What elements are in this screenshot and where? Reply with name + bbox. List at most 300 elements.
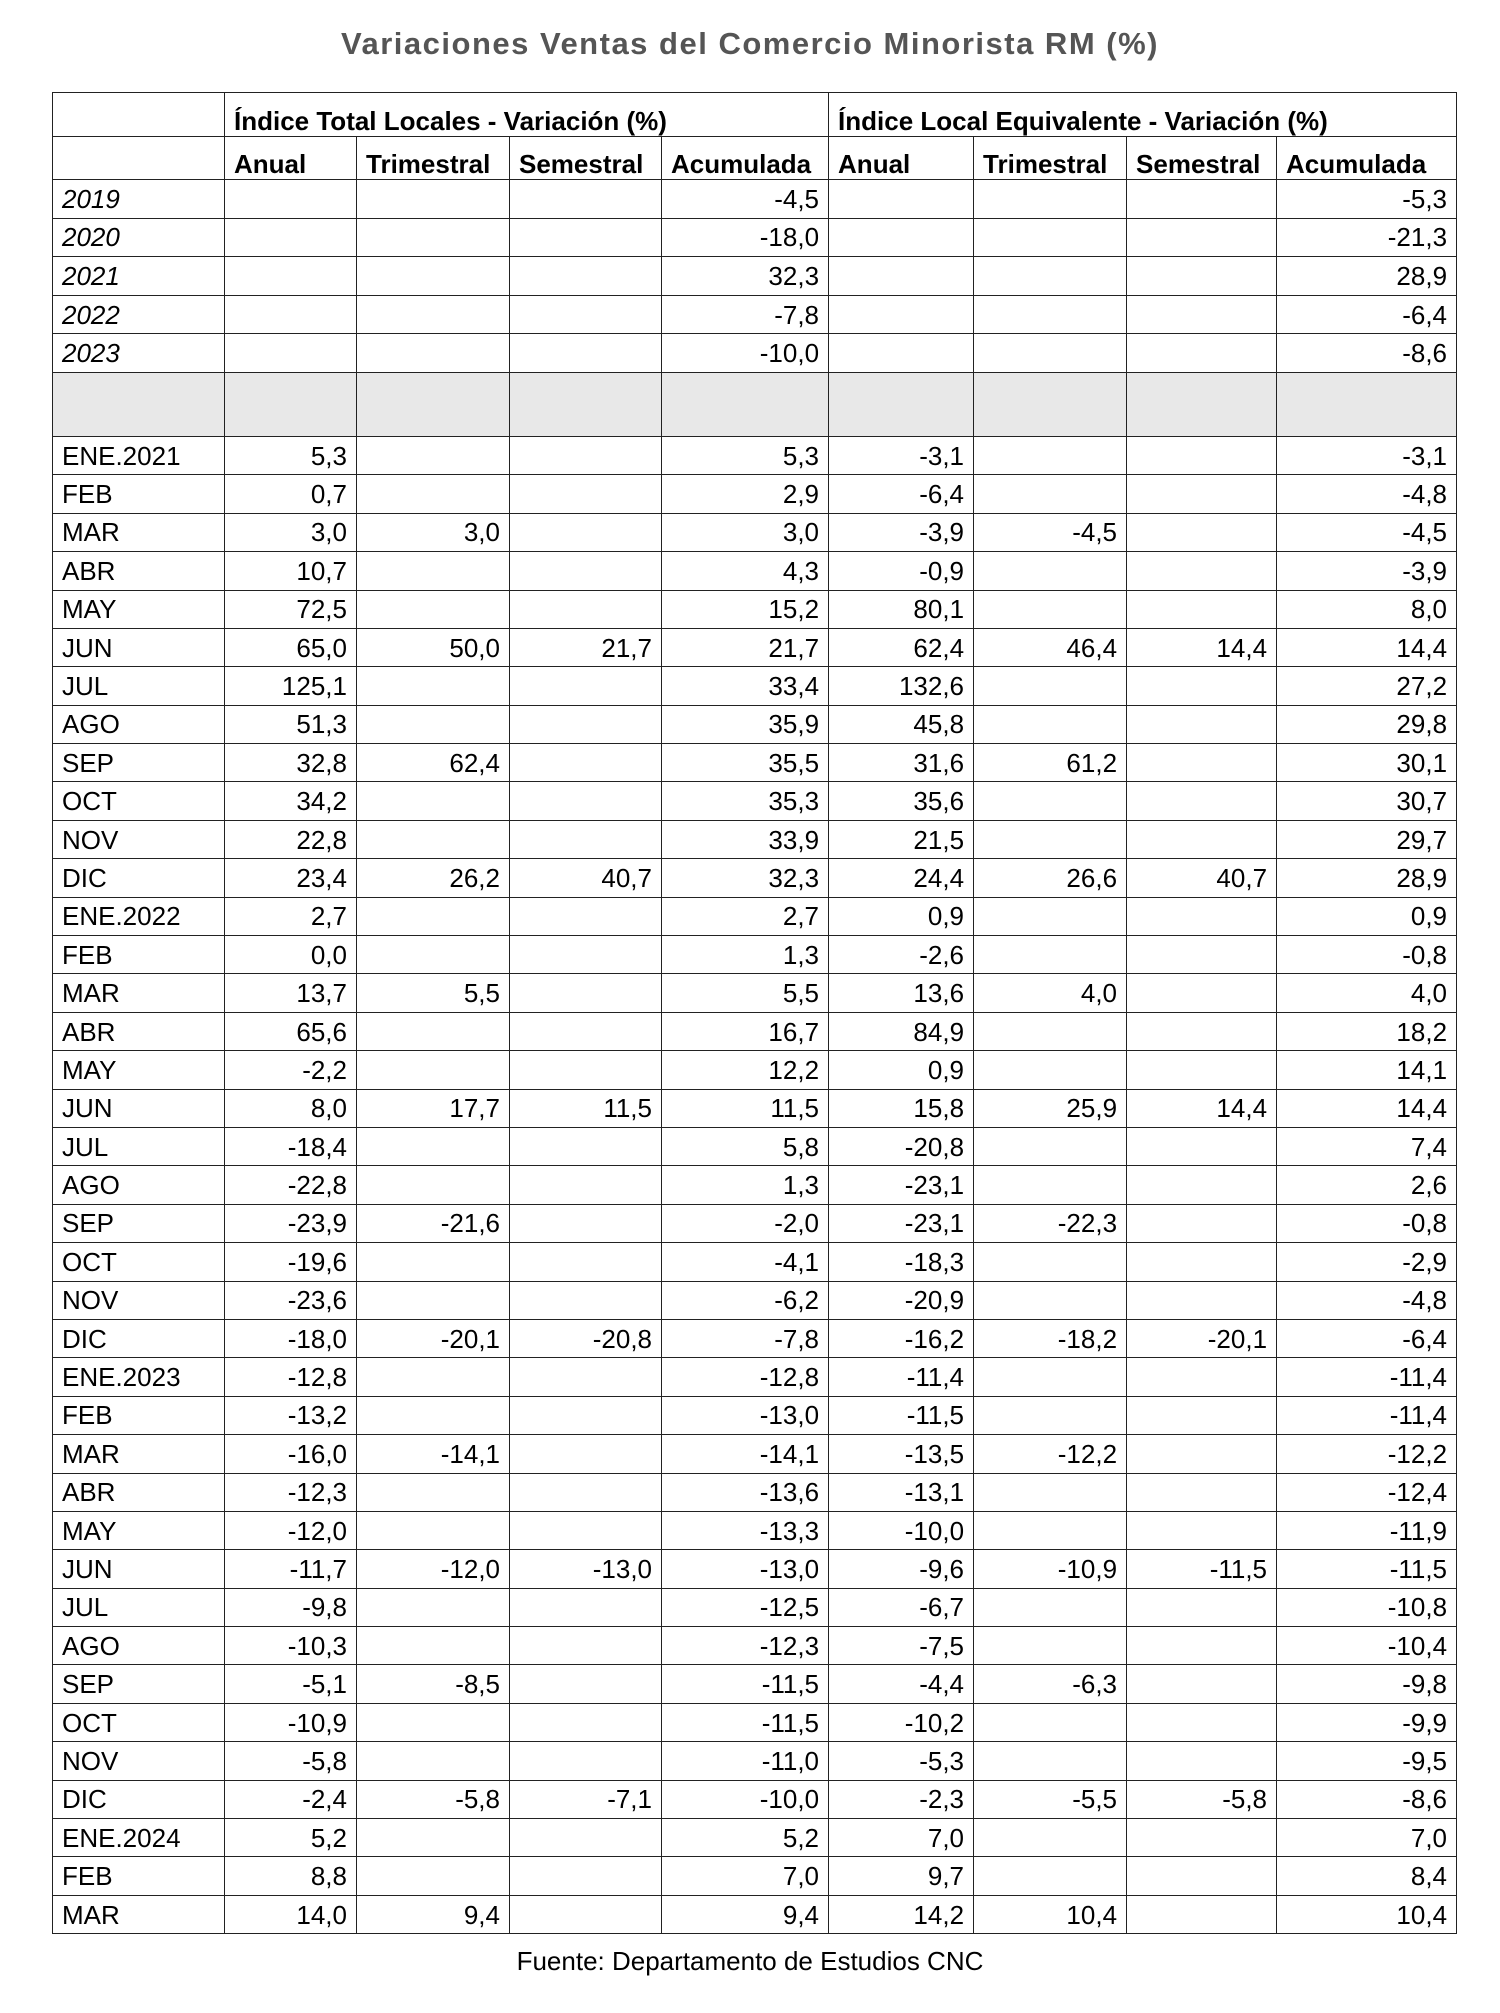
table-row [53,628,1457,666]
value-cell [1127,436,1277,474]
value-cell: 15,2 [662,590,829,628]
value-cell: -18,3 [829,1243,974,1281]
value-cell [510,1703,662,1741]
value-cell [510,334,662,373]
value-cell: 7,0 [662,1857,829,1895]
value-cell: -23,9 [225,1204,357,1242]
value-cell: 4,0 [1277,974,1457,1012]
value-cell [357,1281,510,1319]
value-cell [225,218,357,257]
value-cell [357,936,510,974]
value-cell [510,1243,662,1281]
value-cell: 0,9 [829,897,974,935]
group-header-row [53,93,1457,137]
value-cell: -14,1 [662,1435,829,1473]
value-cell [357,1703,510,1741]
row-label: ENE.2023 [53,1358,225,1396]
row-label: JUN [53,1089,225,1127]
value-cell: -8,5 [357,1665,510,1703]
value-cell: -4,1 [662,1243,829,1281]
value-cell: 14,1 [1277,1051,1457,1089]
value-cell [1127,936,1277,974]
value-cell: 5,8 [662,1128,829,1166]
value-cell [1127,1895,1277,1933]
value-cell: 2,6 [1277,1166,1457,1204]
value-cell [510,218,662,257]
value-cell [357,1396,510,1434]
value-cell: 7,0 [829,1819,974,1857]
value-cell: 3,0 [662,513,829,551]
table-row [53,1166,1457,1204]
value-cell: -6,7 [829,1588,974,1626]
row-label: JUN [53,1550,225,1588]
value-cell: 31,6 [829,744,974,782]
value-cell [974,705,1127,743]
value-cell [510,897,662,935]
table-row [53,744,1457,782]
value-cell: 35,5 [662,744,829,782]
corner-cell [53,136,225,180]
value-cell [974,295,1127,334]
table-row [53,897,1457,935]
row-label: OCT [53,1703,225,1741]
value-cell: -13,0 [662,1550,829,1588]
value-cell [974,897,1127,935]
row-label: AGO [53,1166,225,1204]
row-label: ENE.2024 [53,1819,225,1857]
row-label: MAR [53,974,225,1012]
table-row [53,1243,1457,1281]
value-cell: 12,2 [662,1051,829,1089]
value-cell: -9,8 [225,1588,357,1626]
value-cell: 4,3 [662,552,829,590]
table-row [53,1665,1457,1703]
value-cell: 21,5 [829,820,974,858]
table-row [53,1703,1457,1741]
table-row [53,295,1457,334]
group-header-total-locales: Índice Total Locales - Variación (%) [225,93,829,137]
value-cell [357,257,510,296]
value-cell [1127,1012,1277,1050]
value-cell: -3,1 [1277,436,1457,474]
table-row [53,974,1457,1012]
subheader-anual: Anual [225,136,357,180]
value-cell [510,257,662,296]
value-cell [510,552,662,590]
value-cell [510,782,662,820]
value-cell: 46,4 [974,628,1127,666]
value-cell: -16,2 [829,1319,974,1357]
separator-row [53,372,1457,436]
row-label: FEB [53,936,225,974]
value-cell: -5,5 [974,1780,1127,1818]
value-cell [1127,1243,1277,1281]
value-cell [974,820,1127,858]
value-cell [974,667,1127,705]
value-cell [1127,1511,1277,1549]
row-label: MAY [53,1051,225,1089]
value-cell [1127,334,1277,373]
value-cell: 14,4 [1277,628,1457,666]
value-cell [357,1742,510,1780]
value-cell: 2,7 [662,897,829,935]
value-cell [974,590,1127,628]
row-label: FEB [53,1857,225,1895]
value-cell: -0,8 [1277,936,1457,974]
value-cell: -5,8 [1127,1780,1277,1818]
value-cell [1127,1588,1277,1626]
table-row [53,1588,1457,1626]
table-row [53,1895,1457,1933]
value-cell: 28,9 [1277,859,1457,897]
value-cell [510,1204,662,1242]
value-cell: -2,9 [1277,1243,1457,1281]
table-row [53,590,1457,628]
value-cell: -10,8 [1277,1588,1457,1626]
table-body [53,93,1457,1934]
value-cell: -3,1 [829,436,974,474]
value-cell: 35,3 [662,782,829,820]
value-cell: 72,5 [225,590,357,628]
value-cell [510,1051,662,1089]
source-note: Fuente: Departamento de Estudios CNC [516,1946,984,1976]
value-cell: -13,0 [662,1396,829,1434]
value-cell [974,1511,1127,1549]
row-label: MAY [53,1511,225,1549]
value-cell [1127,1742,1277,1780]
value-cell: -0,9 [829,552,974,590]
value-cell: -9,9 [1277,1703,1457,1741]
value-cell: 8,8 [225,1857,357,1895]
row-label: ABR [53,1012,225,1050]
value-cell [1127,1166,1277,1204]
value-cell [357,1857,510,1895]
value-cell [510,820,662,858]
value-cell [357,295,510,334]
value-cell: 7,4 [1277,1128,1457,1166]
value-cell: -6,4 [829,475,974,513]
value-cell: 35,6 [829,782,974,820]
row-label: JUN [53,628,225,666]
value-cell: 2,9 [662,475,829,513]
value-cell: -5,3 [829,1742,974,1780]
value-cell: 62,4 [357,744,510,782]
value-cell: -10,0 [662,334,829,373]
value-cell [974,1473,1127,1511]
table-row [53,1857,1457,1895]
value-cell [510,590,662,628]
value-cell: -11,9 [1277,1511,1457,1549]
value-cell: 50,0 [357,628,510,666]
value-cell [510,295,662,334]
row-label: ENE.2022 [53,897,225,935]
value-cell [357,1627,510,1665]
value-cell [1127,782,1277,820]
value-cell: -10,9 [225,1703,357,1741]
value-cell: 9,7 [829,1857,974,1895]
value-cell: -12,5 [662,1588,829,1626]
subheader-trimestral: Trimestral [357,136,510,180]
value-cell [1127,1857,1277,1895]
value-cell: -4,8 [1277,1281,1457,1319]
value-cell: -21,3 [1277,218,1457,257]
table-row [53,180,1457,219]
value-cell: 27,2 [1277,667,1457,705]
value-cell [510,1511,662,1549]
value-cell [829,218,974,257]
table-row [53,782,1457,820]
value-cell: -7,5 [829,1627,974,1665]
subheader-acumulada: Acumulada [662,136,829,180]
subheader-semestral: Semestral [510,136,662,180]
value-cell [974,1857,1127,1895]
value-cell: 8,4 [1277,1857,1457,1895]
value-cell: -9,6 [829,1550,974,1588]
value-cell: -16,0 [225,1435,357,1473]
value-cell: -3,9 [1277,552,1457,590]
value-cell [1127,1051,1277,1089]
value-cell [974,1703,1127,1741]
value-cell: 5,3 [662,436,829,474]
row-label: MAR [53,1895,225,1933]
table-row [53,1281,1457,1319]
table-row [53,705,1457,743]
value-cell: 80,1 [829,590,974,628]
value-cell [1127,705,1277,743]
value-cell: -23,1 [829,1204,974,1242]
value-cell: 29,7 [1277,820,1457,858]
value-cell: 3,0 [357,513,510,551]
table-row [53,1396,1457,1434]
table-row [53,1435,1457,1473]
value-cell: -2,2 [225,1051,357,1089]
value-cell: 24,4 [829,859,974,897]
value-cell: 35,9 [662,705,829,743]
value-cell [1127,667,1277,705]
value-cell: 33,4 [662,667,829,705]
row-label: FEB [53,1396,225,1434]
value-cell: -6,4 [1277,1319,1457,1357]
value-cell [510,1895,662,1933]
value-cell: 5,2 [225,1819,357,1857]
subheader-row [53,136,1457,180]
value-cell [510,1588,662,1626]
value-cell: 1,3 [662,936,829,974]
value-cell: -7,1 [510,1780,662,1818]
value-cell: -18,0 [662,218,829,257]
value-cell: -12,2 [974,1435,1127,1473]
value-cell: -23,1 [829,1166,974,1204]
value-cell: -11,5 [829,1396,974,1434]
value-cell: -10,3 [225,1627,357,1665]
value-cell [1127,1358,1277,1396]
value-cell [357,820,510,858]
value-cell [1127,897,1277,935]
value-cell [357,1243,510,1281]
value-cell [510,1358,662,1396]
separator-cell [1277,372,1457,436]
value-cell: 0,9 [829,1051,974,1089]
value-cell: 32,8 [225,744,357,782]
value-cell: -11,7 [225,1550,357,1588]
value-cell: -7,8 [662,1319,829,1357]
subheader-anual: Anual [829,136,974,180]
value-cell: -10,4 [1277,1627,1457,1665]
value-cell: 0,9 [1277,897,1457,935]
value-cell: -12,2 [1277,1435,1457,1473]
separator-cell [1127,372,1277,436]
row-label: OCT [53,782,225,820]
table-row [53,1511,1457,1549]
value-cell [1127,180,1277,219]
value-cell: -22,8 [225,1166,357,1204]
value-cell: 30,1 [1277,744,1457,782]
value-cell [1127,1703,1277,1741]
value-cell: -4,5 [974,513,1127,551]
value-cell: -18,2 [974,1319,1127,1357]
value-cell [829,257,974,296]
value-cell: -20,9 [829,1281,974,1319]
value-cell: -5,8 [225,1742,357,1780]
value-cell: 10,4 [974,1895,1127,1933]
value-cell: -9,5 [1277,1742,1457,1780]
table-row [53,1089,1457,1127]
value-cell [510,1281,662,1319]
value-cell [974,1281,1127,1319]
value-cell [510,1819,662,1857]
table-row [53,1358,1457,1396]
corner-cell [53,93,225,137]
row-label: ABR [53,1473,225,1511]
value-cell [510,475,662,513]
value-cell [1127,295,1277,334]
value-cell: -18,0 [225,1319,357,1357]
value-cell: -2,4 [225,1780,357,1818]
value-cell [1127,218,1277,257]
row-label: 2020 [53,218,225,257]
table-row [53,1204,1457,1242]
table-row [53,1550,1457,1588]
value-cell: -11,4 [829,1358,974,1396]
value-cell [357,475,510,513]
value-cell: -13,2 [225,1396,357,1434]
value-cell: -11,4 [1277,1396,1457,1434]
table-row [53,936,1457,974]
table-row [53,859,1457,897]
row-label: SEP [53,1204,225,1242]
table-row [53,436,1457,474]
value-cell: 0,0 [225,936,357,974]
table-row [53,1819,1457,1857]
table-row [53,1012,1457,1050]
value-cell: 5,5 [662,974,829,1012]
sales-variation-table [52,92,1457,1934]
value-cell: -10,0 [829,1511,974,1549]
value-cell [974,782,1127,820]
row-label: 2021 [53,257,225,296]
table-row [53,257,1457,296]
row-label: NOV [53,820,225,858]
value-cell [225,334,357,373]
value-cell [357,1473,510,1511]
value-cell [510,1665,662,1703]
row-label: JUL [53,667,225,705]
value-cell [357,782,510,820]
value-cell: -10,9 [974,1550,1127,1588]
value-cell [974,552,1127,590]
value-cell: 125,1 [225,667,357,705]
value-cell: 10,4 [1277,1895,1457,1933]
value-cell [1127,552,1277,590]
value-cell: -18,4 [225,1128,357,1166]
value-cell: -11,5 [662,1665,829,1703]
value-cell: -13,1 [829,1473,974,1511]
value-cell [974,1358,1127,1396]
value-cell: -20,1 [357,1319,510,1357]
value-cell: -6,3 [974,1665,1127,1703]
value-cell: -12,3 [662,1627,829,1665]
value-cell [510,180,662,219]
value-cell [974,1243,1127,1281]
value-cell: 9,4 [357,1895,510,1933]
row-label: 2019 [53,180,225,219]
table-row [53,552,1457,590]
value-cell [1127,1204,1277,1242]
row-label: JUL [53,1588,225,1626]
value-cell [510,667,662,705]
value-cell: 16,7 [662,1012,829,1050]
row-label: AGO [53,1627,225,1665]
value-cell: 14,2 [829,1895,974,1933]
value-cell: -12,4 [1277,1473,1457,1511]
value-cell [225,257,357,296]
value-cell [1127,974,1277,1012]
value-cell: -20,8 [829,1128,974,1166]
value-cell: -12,0 [357,1550,510,1588]
value-cell [974,1166,1127,1204]
value-cell [357,1012,510,1050]
value-cell [510,1473,662,1511]
table-row [53,334,1457,373]
value-cell: 30,7 [1277,782,1457,820]
separator-cell [53,372,225,436]
value-cell [1127,1281,1277,1319]
value-cell: -5,1 [225,1665,357,1703]
value-cell: 25,9 [974,1089,1127,1127]
value-cell: 51,3 [225,705,357,743]
separator-cell [510,372,662,436]
table-row [53,1742,1457,1780]
value-cell: -4,5 [1277,513,1457,551]
value-cell [510,1396,662,1434]
value-cell: 26,6 [974,859,1127,897]
value-cell: 5,3 [225,436,357,474]
value-cell: 11,5 [510,1089,662,1127]
value-cell: -12,0 [225,1511,357,1549]
separator-cell [357,372,510,436]
value-cell: 13,6 [829,974,974,1012]
table-row [53,1051,1457,1089]
value-cell [357,897,510,935]
value-cell [357,1051,510,1089]
value-cell: -12,8 [662,1358,829,1396]
value-cell: -0,8 [1277,1204,1457,1242]
value-cell: 18,2 [1277,1012,1457,1050]
value-cell [510,1166,662,1204]
value-cell: 14,4 [1127,628,1277,666]
value-cell [510,936,662,974]
value-cell: 4,0 [974,974,1127,1012]
